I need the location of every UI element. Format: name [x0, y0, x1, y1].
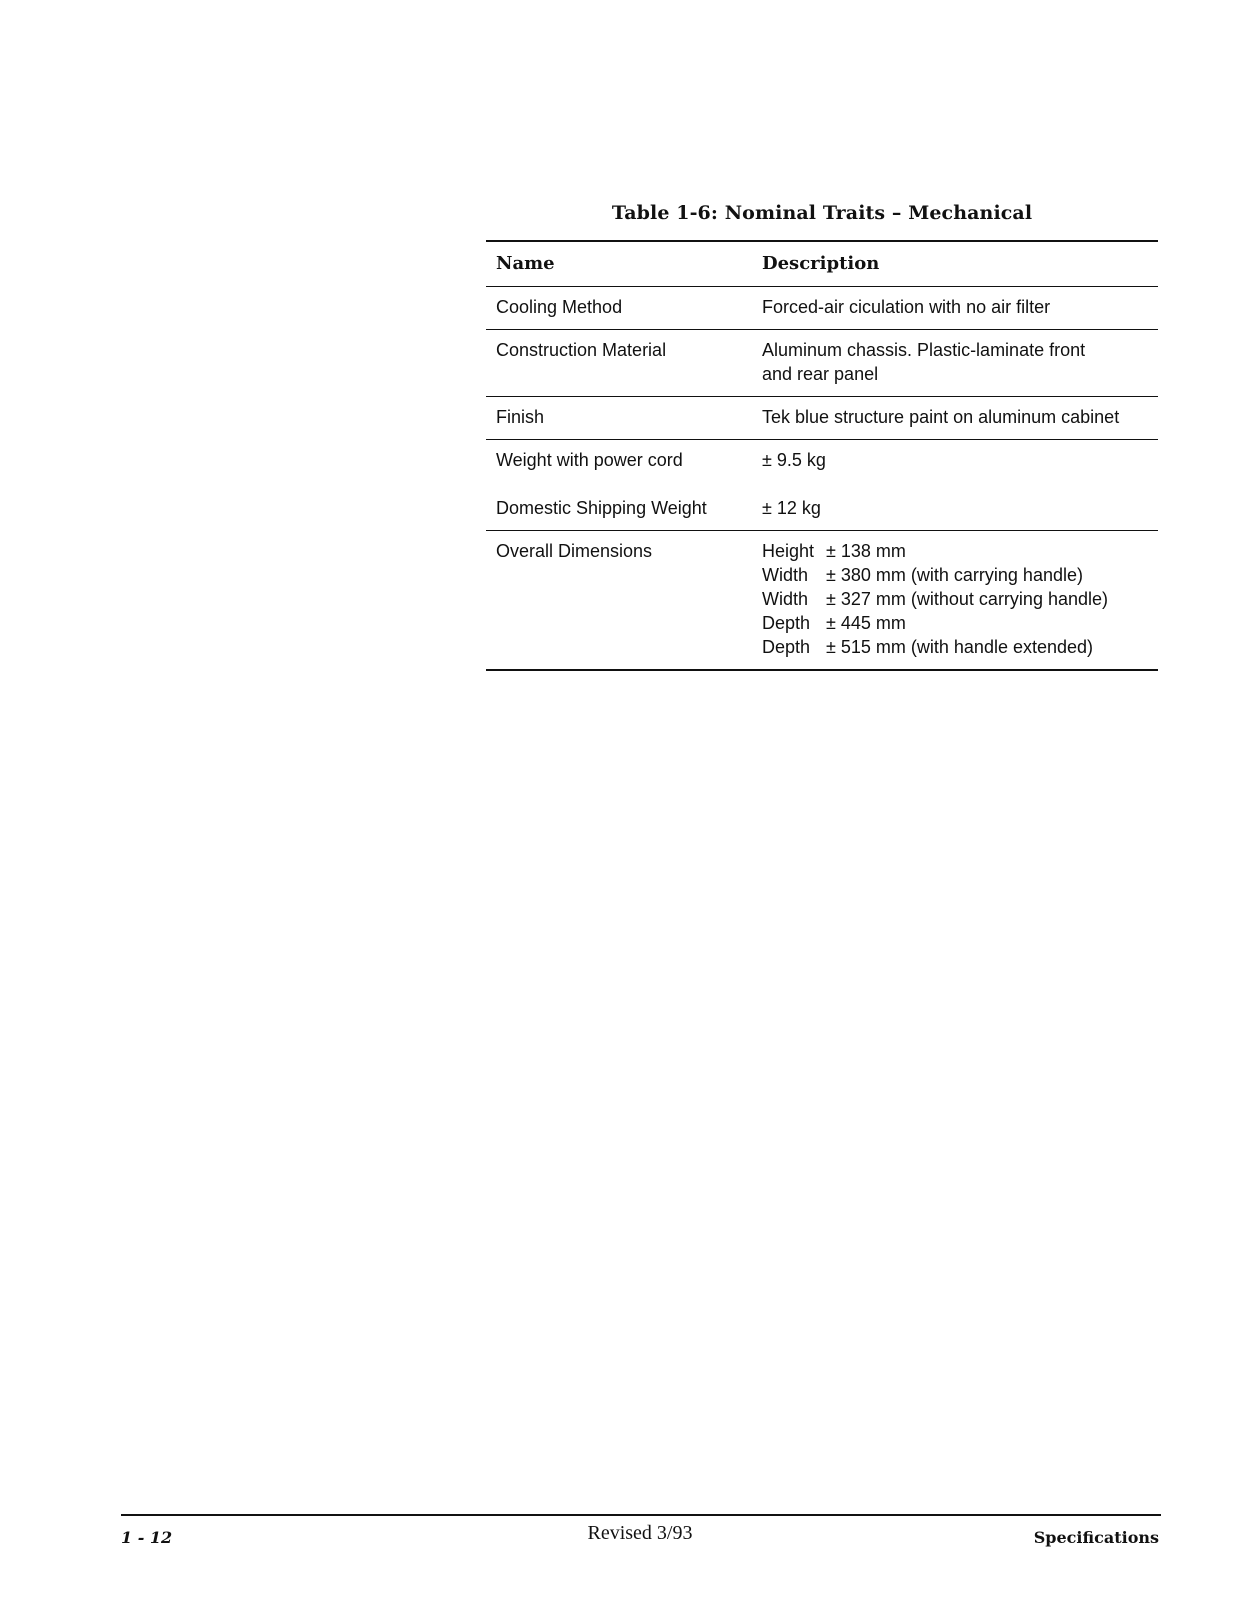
table-row — [486, 531, 1158, 669]
row-name: Finish — [496, 407, 545, 427]
dimension-line — [762, 539, 1158, 563]
shipping-weight-name: Domestic Shipping Weight — [496, 498, 707, 518]
dimension-line — [762, 563, 1158, 587]
dimension-label: Depth — [762, 613, 811, 633]
row-description — [762, 448, 1158, 520]
table-row — [486, 330, 1158, 397]
description-line: Aluminum chassis. Plastic-laminate front — [762, 340, 1086, 360]
row-description: Forced-air ciculation with no air filter — [762, 297, 1051, 317]
header-name: Name — [496, 253, 555, 274]
row-name — [486, 448, 762, 520]
nominal-traits-table — [486, 240, 1158, 671]
table-row — [486, 440, 1158, 531]
row-description: Tek blue structure paint on aluminum cabinet — [762, 407, 1120, 427]
row-description — [762, 338, 1158, 386]
table-header-row — [486, 242, 1158, 287]
footer-divider — [121, 1514, 1161, 1516]
header-description: Description — [762, 253, 880, 274]
dimension-value: ± 138 mm — [826, 541, 906, 561]
section-name: Specifications — [1033, 1528, 1159, 1547]
page-number: 1 - 12 — [121, 1528, 173, 1547]
dimensions-list — [762, 539, 1158, 659]
weight-value: ± 9.5 kg — [762, 450, 826, 470]
dimension-value: ± 327 mm (without carrying handle) — [826, 589, 1108, 609]
dimension-value: ± 380 mm (with carrying handle) — [826, 565, 1083, 585]
revision-date: Revised 3/93 — [587, 1522, 693, 1544]
table-row — [486, 397, 1158, 440]
dimension-label: Width — [762, 565, 809, 585]
dimension-label: Width — [762, 589, 809, 609]
dimension-value: ± 515 mm (with handle extended) — [826, 637, 1094, 657]
weight-name: Weight with power cord — [496, 450, 683, 470]
dimension-value: ± 445 mm — [826, 613, 906, 633]
dimension-line — [762, 587, 1158, 611]
dimension-line — [762, 635, 1158, 659]
dimension-line — [762, 611, 1158, 635]
dimension-label: Depth — [762, 637, 811, 657]
table-row — [486, 287, 1158, 330]
dimension-label: Height — [762, 541, 815, 561]
description-line: and rear panel — [762, 364, 879, 384]
row-name: Overall Dimensions — [496, 541, 653, 561]
shipping-weight-value: ± 12 kg — [762, 498, 821, 518]
row-name: Construction Material — [496, 340, 667, 360]
row-name: Cooling Method — [496, 297, 623, 317]
table-caption: Table 1-6: Nominal Traits – Mechanical — [611, 202, 1033, 224]
